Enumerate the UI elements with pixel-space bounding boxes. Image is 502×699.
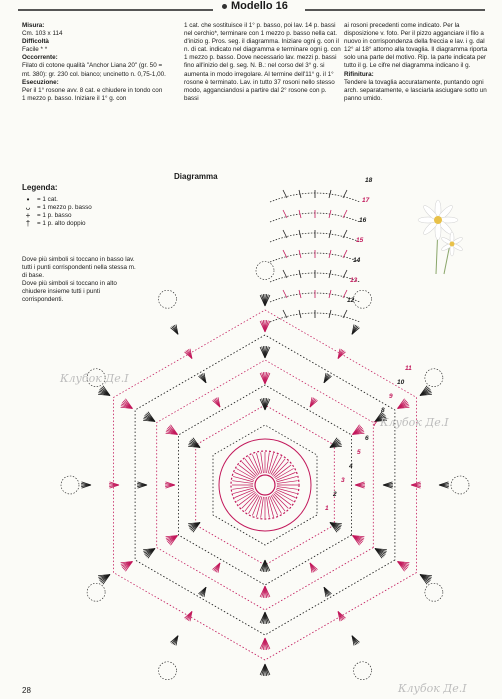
round-number-label: 9 (389, 393, 393, 400)
round-number-label: 6 (365, 435, 369, 442)
round-number-label: 4 (349, 463, 353, 470)
esecuzione-label: Esecuzione: (22, 78, 59, 86)
round-number-label: 10 (397, 379, 405, 386)
page-title-text: Modello 16 (231, 0, 288, 12)
outer-arch (159, 290, 177, 308)
round-number-label: 17 (362, 197, 370, 204)
round-number-label: 18 (365, 177, 373, 184)
misura-value: Cm. 103 x 114 (22, 30, 63, 38)
occorrente-value: Filato di cotone qualità "Anchor Liana 20" (gr. 50 = mt. 380): gr. 230 col. bianco; uncinetto n. 0,75-1,00. (22, 62, 166, 78)
instructions-text-2: 1 cat. che sostituisce il 1° p. basso, poi lav. 14 p. bassi nel cerchio*, terminare con 1 mezzo p. basso nella cat. d'inizio g. Pros. seg. il diagramma. Iniziare ogni g. con il n. di cat. indicato nel diagramma e terminare ogni g. con 1 mezzo p. basso. Dove necessario lav. mezzi p. bassi fino all'inizio del g. seg. N. B.: nel corso del 3° g. si aumenta in modo irregolare. Al termine dell'11° g. il 1° rosone è terminato. Lav. in tutto 37 rosoni nello stesso modo, agganciandosi a partire dal 2° rosone con p. bassi (184, 22, 341, 102)
hex-ring (213, 425, 317, 545)
chain-stitch-icon: • (26, 195, 30, 204)
misura-label: Misura: (22, 22, 45, 29)
esecuzione-value: Per il 1° rosone avv. 8 cat. e chiudere in tondo con 1 mezzo p. basso. Iniziare il 1° g. con (22, 86, 163, 102)
outer-arch (87, 583, 105, 601)
slip-stitch-icon: ᴗ (25, 203, 31, 212)
note-2: Dove più simboli si toccano in alto chiudere insieme tutti i punti corrispondenti. (22, 280, 117, 303)
round-number-label: 15 (356, 237, 364, 244)
instructions-col-2 (184, 22, 342, 103)
page-number: 28 (22, 686, 31, 695)
legend-text: = 1 mezzo p. basso (37, 204, 92, 211)
bullet-icon (222, 4, 227, 9)
outer-arch (425, 369, 443, 387)
outer-arch (354, 290, 372, 308)
legend-text: = 1 p. alto doppio (37, 220, 86, 227)
note-1: Dove più simboli si toccano in basso lav. tutti i punti corrispondenti nella stessa m. di base. (22, 256, 136, 279)
round-number-label: 12 (347, 297, 355, 304)
outer-arch (425, 583, 443, 601)
center-ring (255, 475, 275, 495)
outer-arch (354, 662, 372, 680)
outer-arch (256, 262, 274, 280)
outer-arch (61, 476, 79, 494)
hex-ring (196, 405, 335, 565)
diagram-title: Diagramma (174, 172, 218, 181)
instructions-text-3: ai rosoni precedenti come indicato. Per la disposizione v. foto. Per il pizzo agganciare il filo a nuovo in corrispondenza della freccia e lav. i g. dal 12° al 18° attorno alla tovaglia. Il diagramma riporta solo una parte del motivo. Rip. la parte indicata per tutto il g. Le cifre nel diagramma indicano il g. (344, 22, 488, 70)
outer-arch (159, 662, 177, 680)
hex-ring (178, 385, 351, 585)
daisy-illustration-icon (410, 196, 470, 276)
round-number-label: 5 (357, 449, 361, 456)
diagram-body (61, 190, 469, 680)
legend-text: = 1 p. basso (37, 212, 72, 219)
round-number-label: 14 (353, 257, 361, 264)
hex-ring (113, 310, 416, 660)
difficolta-label: Difficoltà (22, 38, 49, 46)
difficolta-value: Facile * * (22, 46, 48, 54)
round-number-label: 8 (381, 407, 385, 414)
header-rule-right (305, 9, 485, 11)
watermark: Клубок Де.І (60, 372, 129, 385)
legend-text: = 1 cat. (37, 196, 58, 203)
watermark: Клубок Де.І (398, 682, 467, 695)
instructions-col-3 (344, 22, 492, 103)
round-labels (325, 177, 412, 512)
single-crochet-icon: + (25, 211, 31, 220)
round-number-label: 13 (350, 277, 358, 284)
rifinitura-value: Tendere la tovaglia accuratamente, puntando ogni arch. separatamente, e lasciarla asciugare sotto un panno umido. (344, 78, 487, 102)
hex-ring (157, 360, 374, 610)
treble-crochet-icon: † (25, 219, 31, 228)
occorrente-label: Occorrente: (22, 54, 58, 62)
header-rule-left (18, 9, 213, 11)
round-number-label: 11 (405, 365, 412, 372)
round-number-label: 16 (359, 217, 367, 224)
rifinitura-label: Rifinitura: (344, 70, 374, 78)
round-number-label: 1 (325, 505, 329, 512)
page-title (222, 0, 288, 12)
legend-title: Legenda: (22, 183, 58, 192)
round-number-label: 3 (341, 477, 345, 484)
round-number-label: 7 (373, 421, 377, 428)
outer-arch (451, 476, 469, 494)
watermark: Клубок Де.І (380, 416, 449, 429)
instructions-col-1 (22, 22, 167, 103)
round-number-label: 2 (333, 491, 337, 498)
